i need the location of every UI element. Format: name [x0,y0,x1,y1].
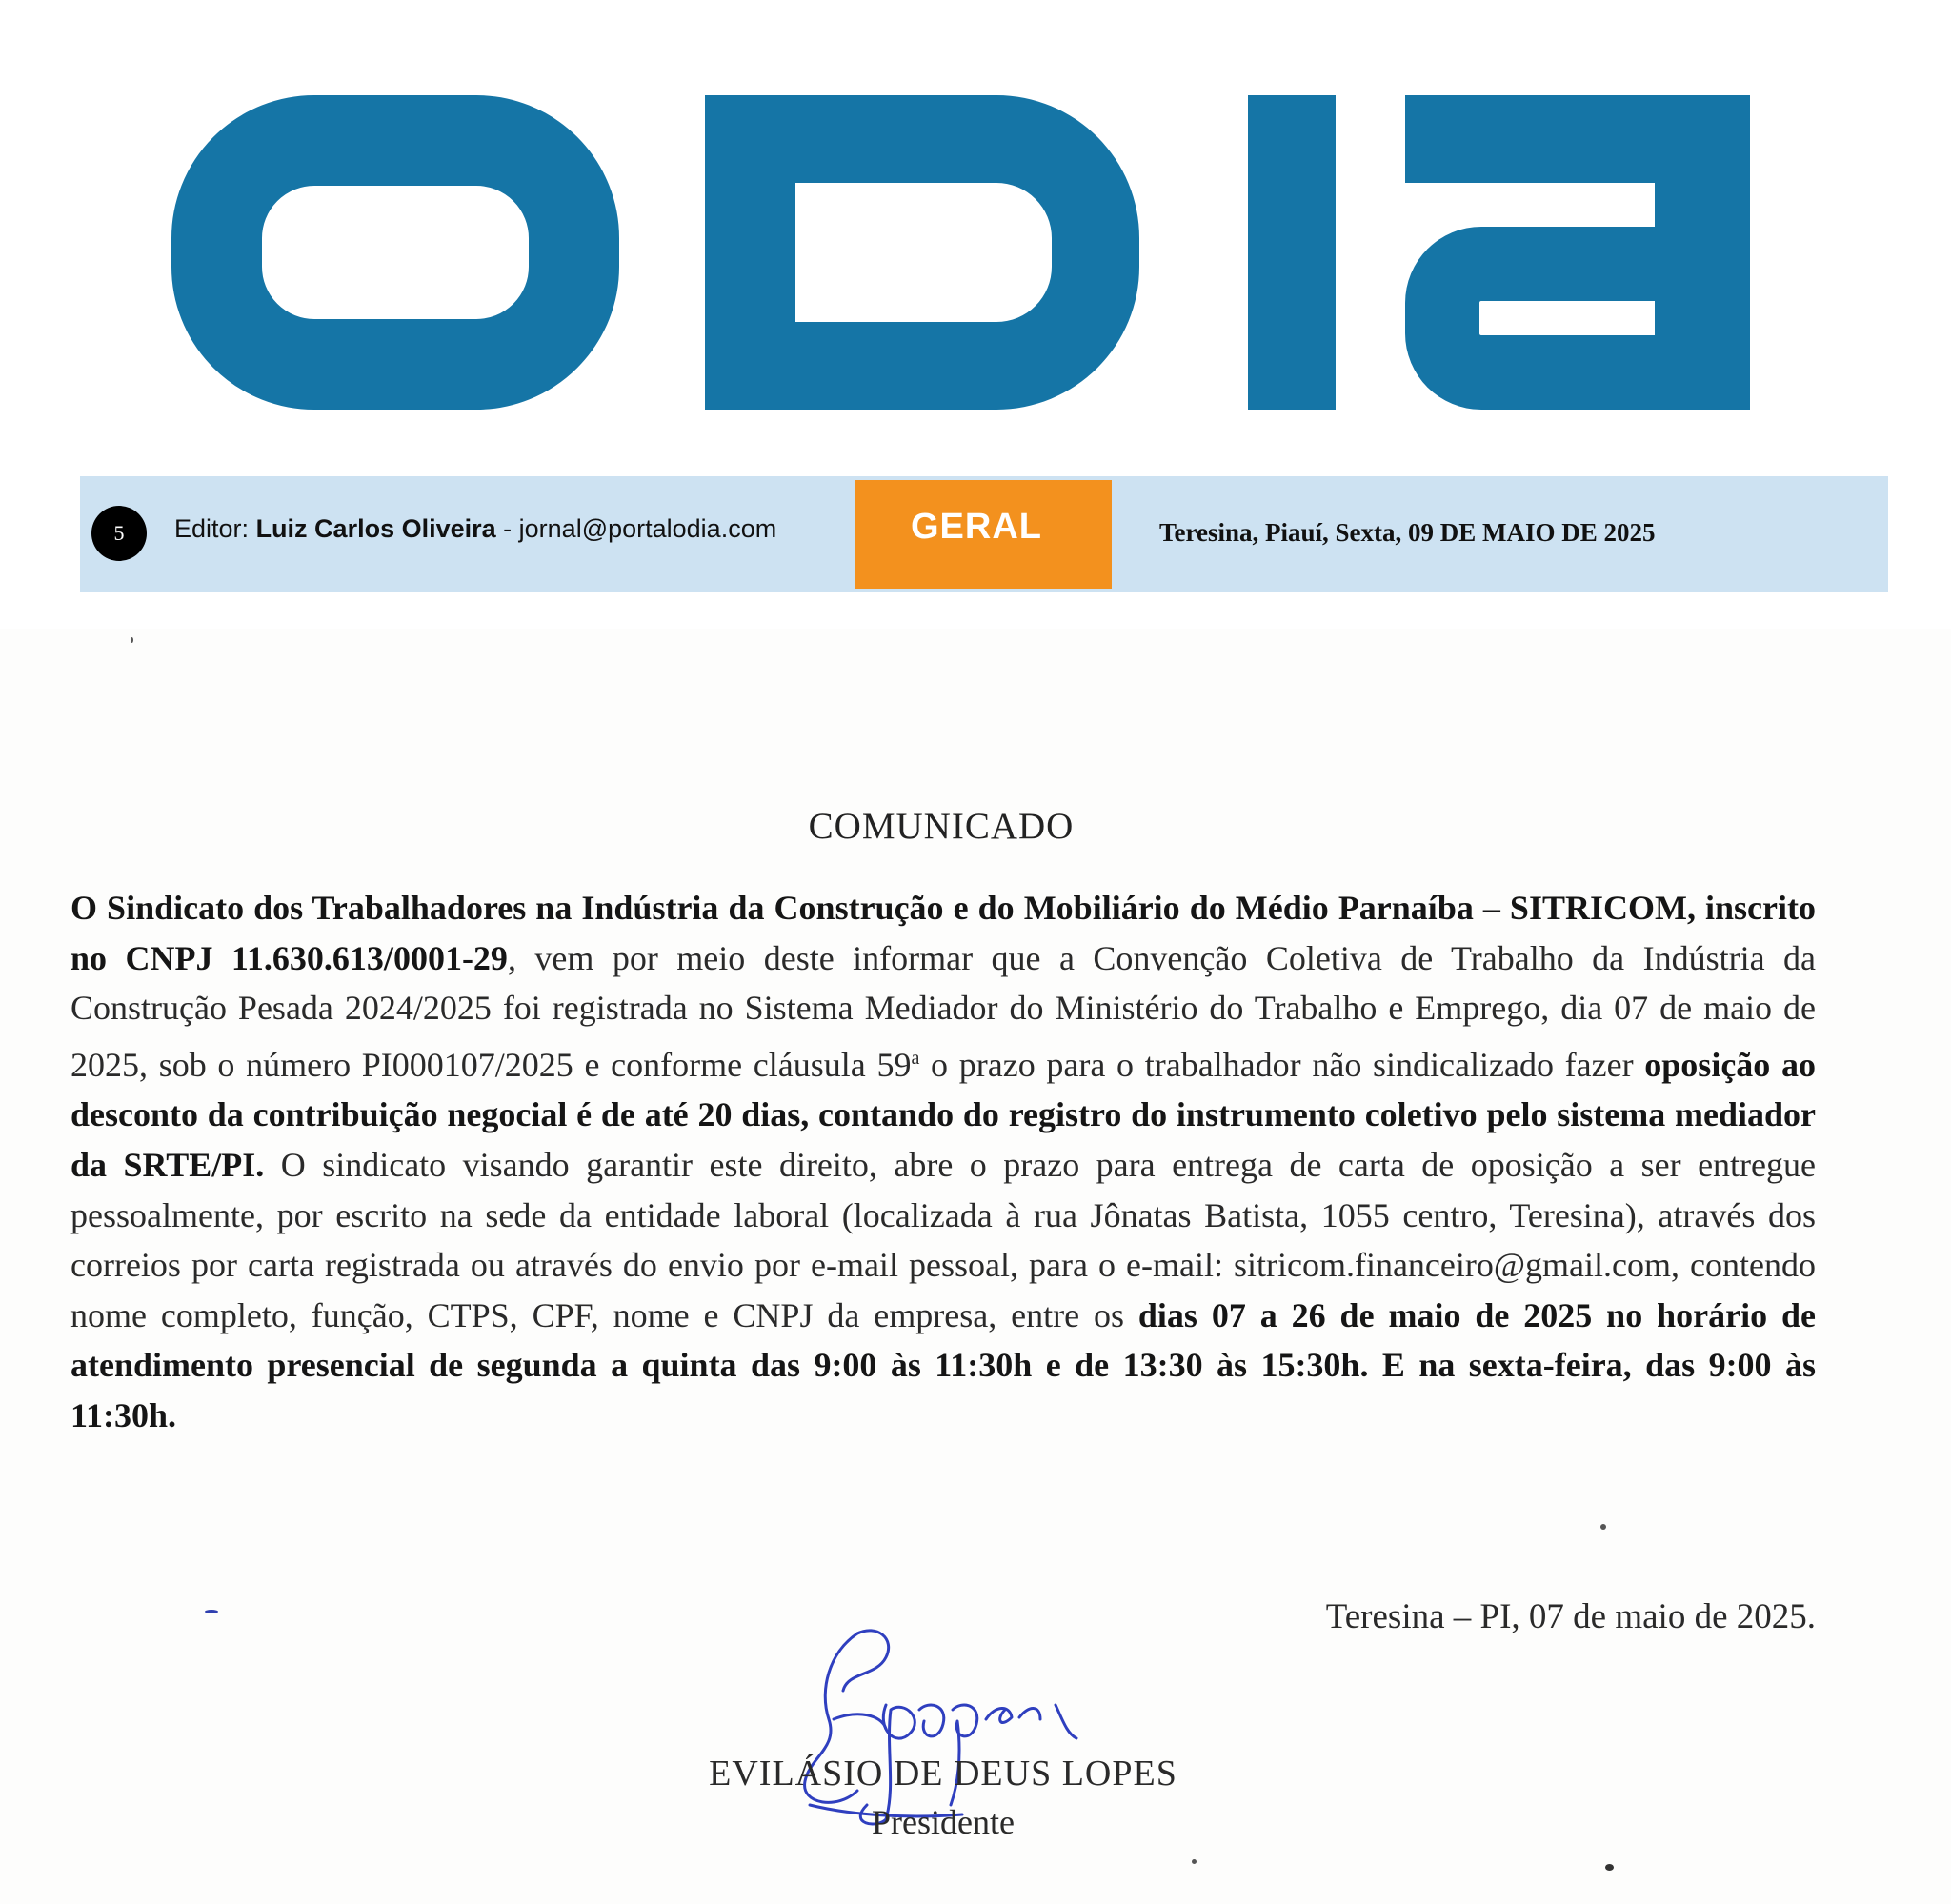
scanned-notice [0,629,1951,1904]
editor-credit [174,514,776,544]
section-label: GERAL [911,507,1042,547]
editor-separator: - [495,514,519,543]
signer-role: Presidente [872,1803,1015,1841]
notice-body [70,883,1816,1441]
logo-letter-o [171,95,619,410]
newspaper-logo [171,91,1753,415]
scan-speck [1192,1859,1197,1864]
notice-text-3: O sindicato visando garantir este direito, abre o prazo para entrega de carta de oposição a ser entregue pessoalmente, por escrito na sede da entidade laboral (localizada à rua Jônatas Batista, 1055 centro, Teresina), através dos correios por carta registrada ou através do envio por e-mail pessoal, para o e-mail: sitricom.financeiro@gmail.com, contendo nome completo, função, CTPS, CPF, nome e CNPJ da empresa, entre os [70,1145,1816,1334]
scan-speck [205,1610,218,1613]
scan-speck [1600,1524,1606,1530]
section-tag [855,480,1112,589]
handwritten-signature [791,1614,1105,1834]
notice-schedule-bold: dias 07 a 26 de maio de 2025 no horário de atendimento presencial de segunda a quinta das 9:00 às 11:30h e de 13:30 às 15:30h. E na sexta-feira, das 9:00 às 11:30h. [70,1295,1816,1434]
notice-opposition-bold: oposição ao desconto da contribuição negocial é de até 20 dias, contando do registro do instrumento coletivo pelo sistema mediador da SRTE/PI. [70,1045,1816,1184]
notice-intro-bold: O Sindicato dos Trabalhadores na Indústria da Construção e do Mobiliário do Médio Parnaíba – SITRICOM, inscrito no CNPJ 11.630.613/0001-29 [70,889,1816,977]
editor-prefix: Editor: [174,514,250,543]
notice-title: COMUNICADO [808,806,1075,847]
scan-speck [1605,1864,1614,1871]
clause-ordinal: a [911,1047,920,1069]
notice-text-2: o prazo para o trabalhador não sindicalizado fazer [919,1045,1645,1084]
logo-letter-i [1248,95,1336,410]
editor-email[interactable]: jornal@portalodia.com [518,514,777,543]
editor-name: Luiz Carlos Oliveira [255,514,496,543]
logo-letter-d [705,95,1139,410]
logo-letter-a [1405,95,1750,410]
place-and-date: Teresina – PI, 07 de maio de 2025. [1325,1597,1816,1636]
notice-text-1: , vem por meio deste informar que a Convenção Coletiva de Trabalho da Indústria da Construção Pesada 2024/2025 foi registrada no Sistema Mediador do Ministério do Trabalho e Emprego, dia 07 de maio de 2025, sob o número PI000107/2025 e conforme cláusula 59 [70,938,1817,1084]
dateline: Teresina, Piauí, Sexta, 09 DE MAIO DE 2025 [1159,518,1656,547]
page-header-bar [80,476,1888,592]
signer-name: EVILÁSIO DE DEUS LOPES [709,1754,1177,1794]
page-number-badge: 5 [91,506,147,561]
scan-speck [131,637,133,643]
